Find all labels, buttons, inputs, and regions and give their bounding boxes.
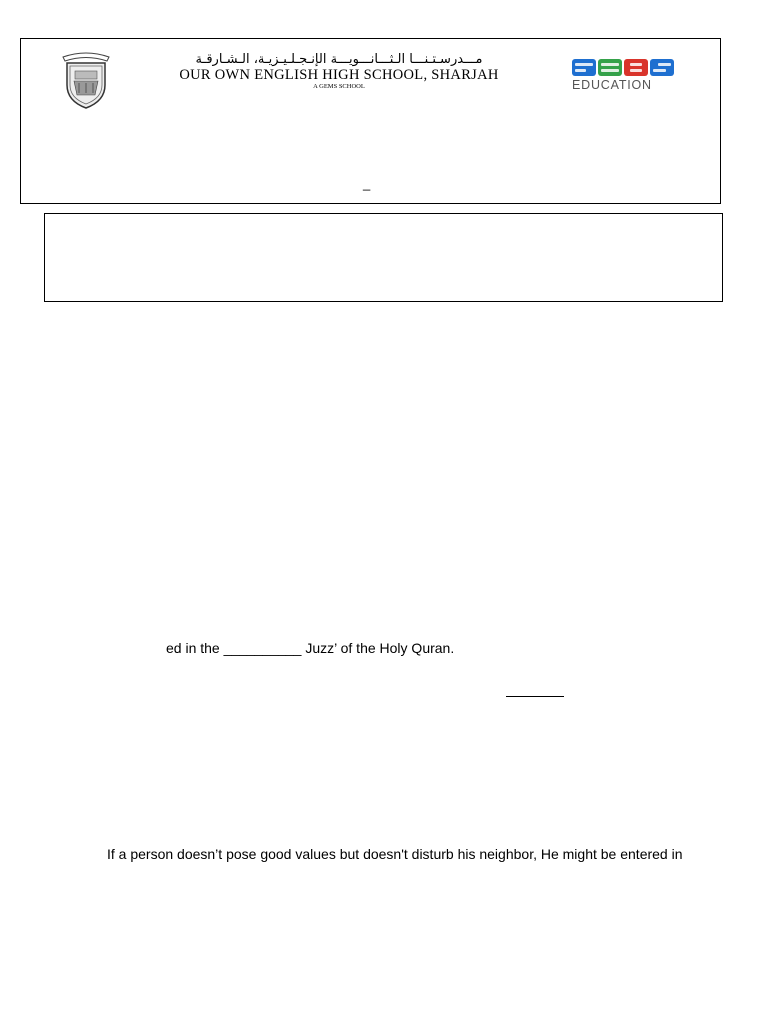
header-dash: _ [363,176,371,191]
gems-logo-block [650,59,674,76]
school-subtitle: A GEMS SCHOOL [313,83,365,90]
student-info-box [44,213,723,302]
school-name-arabic: مـــدرسـتـنـــا الـثـــانـــويـــة الإنـجـلـيـزيـة، الـشـارقـة [195,52,483,67]
school-header [20,38,721,204]
school-crest-icon [57,47,115,111]
gems-logo-block [572,59,596,76]
gems-logo-block [598,59,622,76]
school-name-english: OUR OWN ENGLISH HIGH SCHOOL, SHARJAH [179,67,499,83]
gems-education-logo [572,59,682,99]
answer-blank-underline [506,696,564,697]
gems-logo-subtext: EDUCATION [572,78,652,92]
question-line-2: If a person doesn’t pose good values but doesn't disturb his neighbor, He might be entered in [107,846,683,862]
question-line-1: ed in the __________ Juzz’ of the Holy Quran. [166,640,455,656]
gems-logo-block [624,59,648,76]
gems-logo-mark [572,59,682,76]
school-name-block [143,53,535,91]
